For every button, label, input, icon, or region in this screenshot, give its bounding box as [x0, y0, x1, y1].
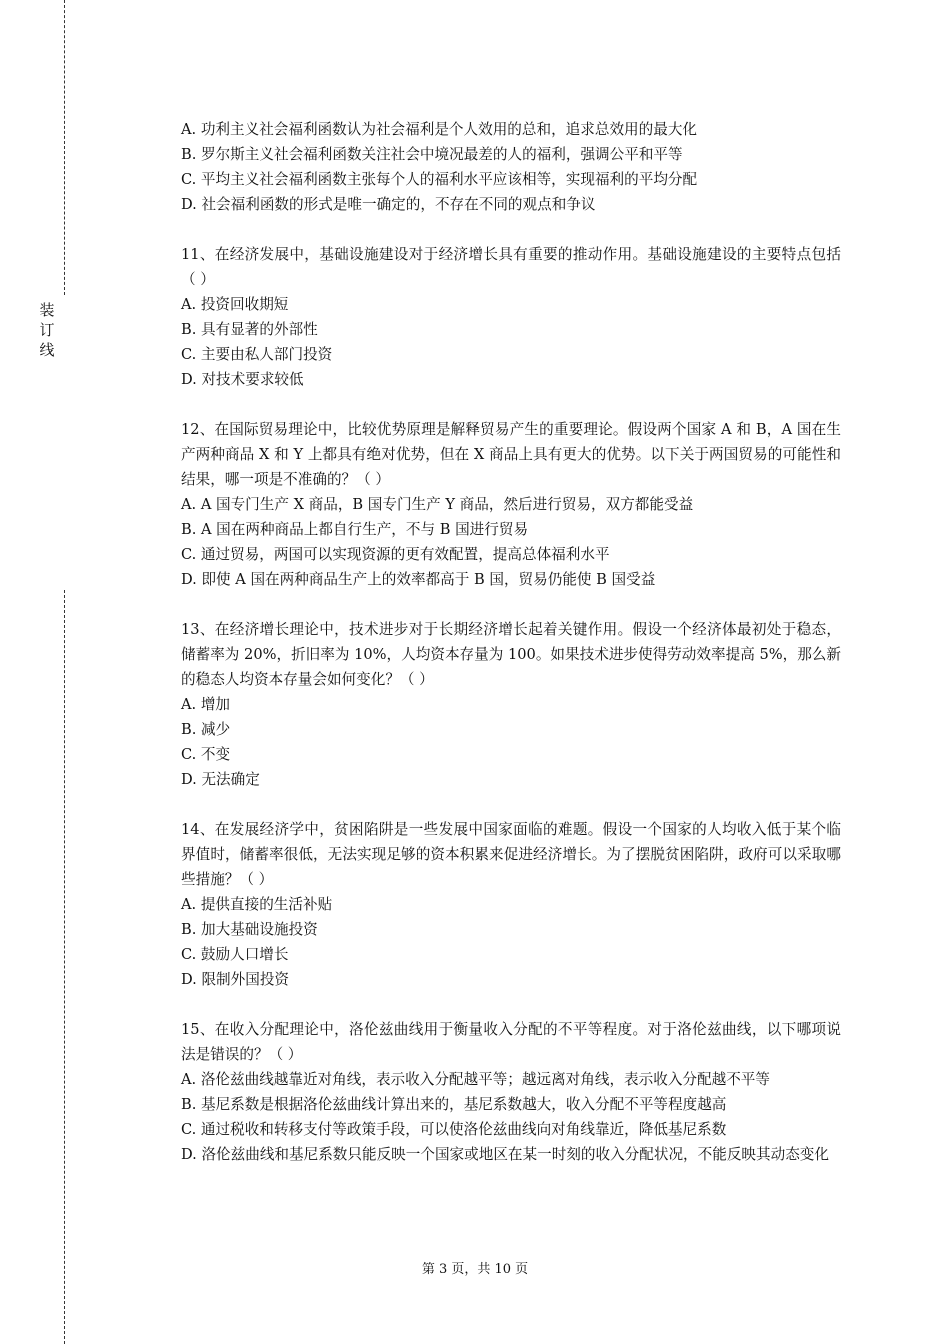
option-d: D. 无法确定 — [181, 771, 260, 788]
option-b: B. 具有显著的外部性 — [181, 321, 318, 338]
binding-label-char: 订 — [39, 321, 55, 339]
question-14 — [181, 817, 841, 992]
option-a: A. 洛伦兹曲线越靠近对角线，表示收入分配越平等；越远离对角线，表示收入分配越不平等 — [181, 1071, 770, 1088]
option-c: C. 主要由私人部门投资 — [181, 346, 333, 363]
question-13 — [181, 617, 841, 792]
option-c: C. 通过贸易，两国可以实现资源的更有效配置，提高总体福利水平 — [181, 546, 610, 563]
option-d: D. 洛伦兹曲线和基尼系数只能反映一个国家或地区在某一时刻的收入分配状况，不能反映其动态变化 — [181, 1146, 829, 1163]
binding-label-char: 线 — [39, 341, 55, 359]
prev-question-options — [181, 117, 841, 217]
option-d: D. 限制外国投资 — [181, 971, 290, 988]
option-b: B. 减少 — [181, 721, 231, 738]
option-c: C. 不变 — [181, 746, 231, 763]
binding-label — [38, 300, 56, 360]
question-stem: 13、在经济增长理论中，技术进步对于长期经济增长起着关键作用。假设一个经济体最初处于稳态，储蓄率为 20%，折旧率为 10%，人均资本存量为 100。如果技术进步使得劳动效率提高 5%，那么新的稳态人均资本存量会如何变化？（ ） — [181, 621, 841, 688]
option-c: C. 平均主义社会福利函数主张每个人的福利水平应该相等，实现福利的平均分配 — [181, 171, 698, 188]
question-15 — [181, 1017, 841, 1167]
option-a: A. 投资回收期短 — [181, 296, 289, 313]
option-a: A. 功利主义社会福利函数认为社会福利是个人效用的总和，追求总效用的最大化 — [181, 121, 698, 138]
binding-label-char: 装 — [39, 301, 55, 319]
option-b: B. 加大基础设施投资 — [181, 921, 318, 938]
option-c: C. 鼓励人口增长 — [181, 946, 289, 963]
option-d: D. 即使 A 国在两种商品生产上的效率都高于 B 国，贸易仍能使 B 国受益 — [181, 571, 656, 588]
page-content — [181, 117, 841, 1167]
binding-line-bottom — [64, 590, 65, 1344]
option-c: C. 通过税收和转移支付等政策手段，可以使洛伦兹曲线向对角线靠近，降低基尼系数 — [181, 1121, 727, 1138]
option-d: D. 社会福利函数的形式是唯一确定的，不存在不同的观点和争议 — [181, 196, 596, 213]
option-d: D. 对技术要求较低 — [181, 371, 304, 388]
option-b: B. 罗尔斯主义社会福利函数关注社会中境况最差的人的福利，强调公平和平等 — [181, 146, 683, 163]
option-b: B. A 国在两种商品上都自行生产，不与 B 国进行贸易 — [181, 521, 529, 538]
question-stem: 14、在发展经济学中，贫困陷阱是一些发展中国家面临的难题。假设一个国家的人均收入低于某个临界值时，储蓄率很低，无法实现足够的资本积累来促进经济增长。为了摆脱贫困陷阱，政府可以采取哪些措施？（ ） — [181, 821, 841, 888]
question-12 — [181, 417, 841, 592]
question-11 — [181, 242, 841, 392]
option-a: A. A 国专门生产 X 商品，B 国专门生产 Y 商品，然后进行贸易，双方都能受益 — [181, 496, 694, 513]
question-stem: 12、在国际贸易理论中，比较优势原理是解释贸易产生的重要理论。假设两个国家 A 和 B，A 国在生产两种商品 X 和 Y 上都具有绝对优势，但在 X 商品上具有更大的优势。以下关于两国贸易的可能性和结果，哪一项是不准确的？（ ） — [181, 421, 841, 488]
page-footer: 第 3 页，共 10 页 — [421, 1262, 529, 1277]
question-stem: 15、在收入分配理论中，洛伦兹曲线用于衡量收入分配的不平等程度。对于洛伦兹曲线，以下哪项说法是错误的？（ ） — [181, 1021, 841, 1063]
binding-line-top — [64, 0, 65, 295]
option-a: A. 增加 — [181, 696, 231, 713]
option-a: A. 提供直接的生活补贴 — [181, 896, 333, 913]
option-b: B. 基尼系数是根据洛伦兹曲线计算出来的，基尼系数越大，收入分配不平等程度越高 — [181, 1096, 727, 1113]
question-stem: 11、在经济发展中，基础设施建设对于经济增长具有重要的推动作用。基础设施建设的主要特点包括（ ） — [181, 246, 841, 288]
